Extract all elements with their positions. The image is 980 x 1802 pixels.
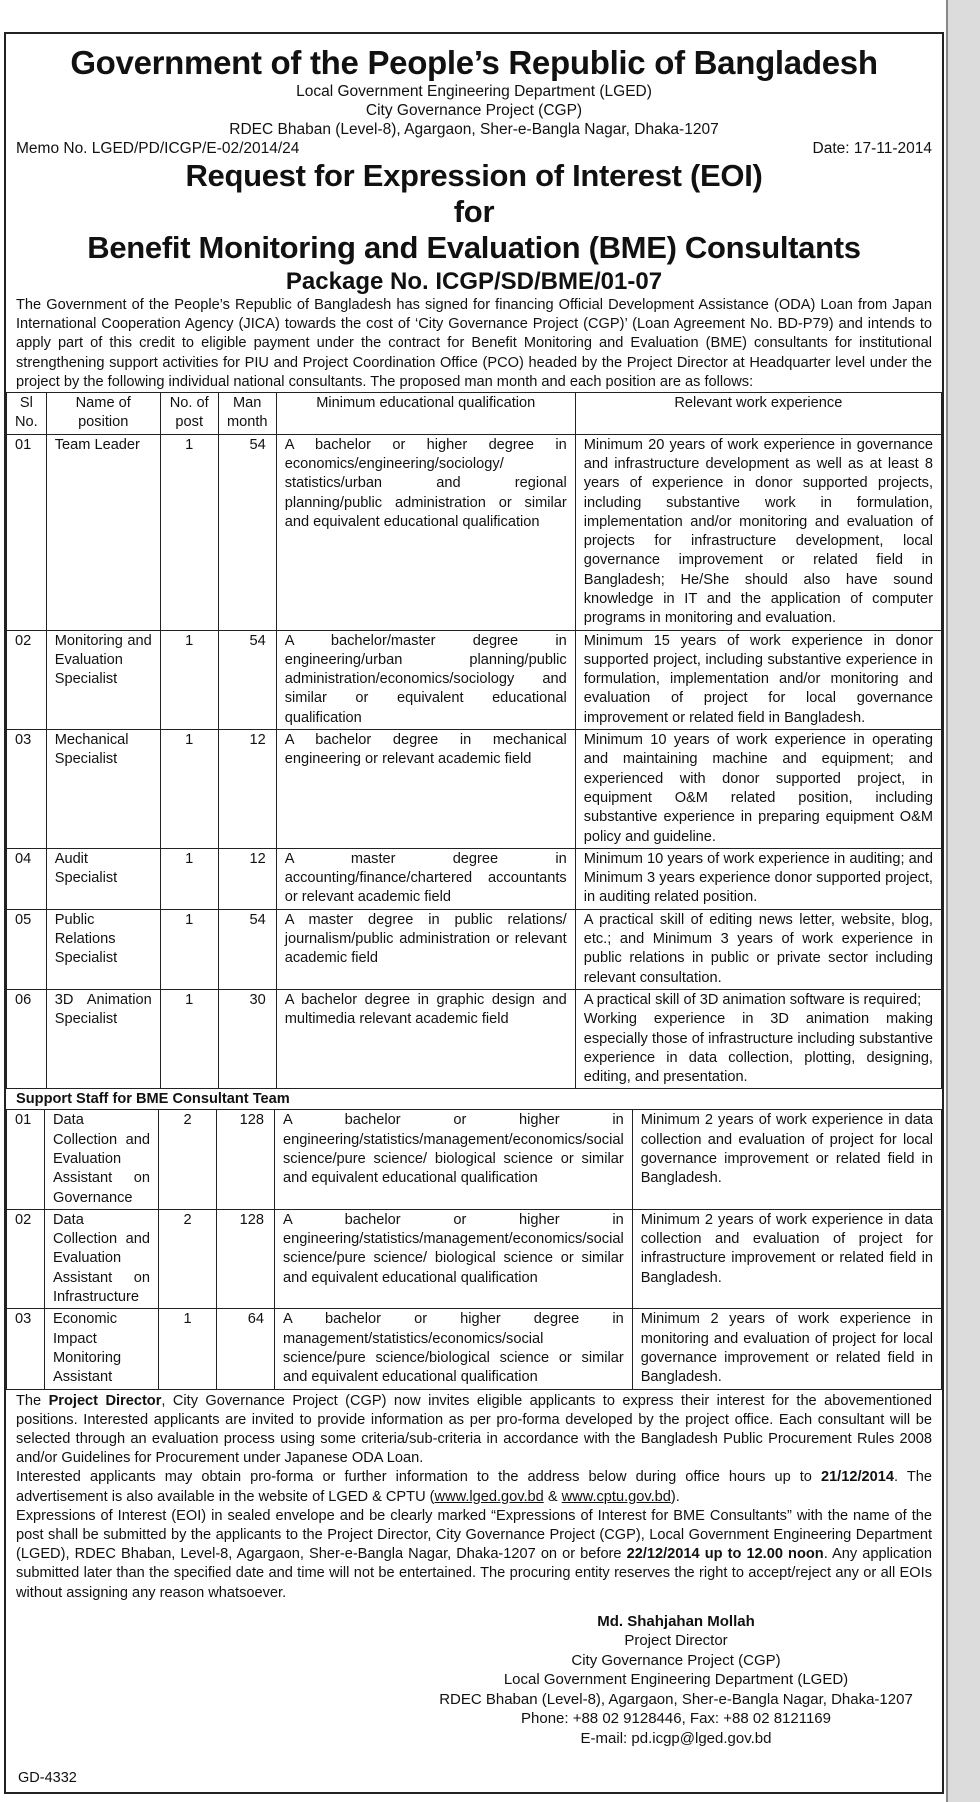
intro-paragraph: The Government of the People’s Republic of Bangladesh has signed for financing Official Development Assistance (ODA) Loan from Japan International Cooperation Agency (JICA) towards the cost of ‘City Governance Project (CGP)’ (Loan Agreement No. BD-P79) and intends to apply part of this credit to eligible payment under the contract for Benefit Monitoring and Evaluation (BME) consultants for institutional strengthening support activities for PIU and Project Coordination Office (PCO) headed by the Project Director at Headquarter level under the project by the following individual national consultants. The proposed man month and each position are as follows: [16,297,932,390]
signatory-phone: Phone: +88 02 9128446, Fax: +88 02 8121169 [521,1710,831,1728]
support-heading: Support Staff for BME Consultant Team [16,1091,290,1108]
education-cell: A bachelor/master degree in engineering/urban planning/public administration/economics/sociology and similar or equivalent educational qualification [276,630,575,729]
sl-cell: 05 [7,909,47,989]
p3-deadline: 22/12/2014 up to 12.00 noon [626,1546,824,1563]
sl-cell: 02 [7,630,47,729]
sl-cell: 02 [7,1209,45,1308]
project-line: City Governance Project (CGP) [365,102,583,119]
p2-date: 21/12/2014 [820,1469,894,1486]
education-cell: A bachelor or higher in engineering/statistics/management/economics/social science/pure science/ biological science or similar and equivalent educational qualification [275,1110,633,1209]
posts-cell: 1 [160,730,218,849]
posts-cell: 2 [159,1209,217,1308]
education-cell: A master degree in accounting/finance/chartered accountants or relevant academic field [276,848,575,909]
page-edge-strip [946,0,980,1802]
signatory-dept: Local Government Engineering Department (LGED) [503,1671,849,1689]
experience-cell: Minimum 10 years of work experience in operating and maintaining machine and equipment; and experienced with donor supported project, in equipment O&M related position, including substantive experience in preparing equipment O&M policy and guideline. [575,730,941,849]
man-month-cell: 54 [218,909,276,989]
position-cell: Public Relations Specialist [46,909,160,989]
position-cell: Economic Impact Monitoring Assistant [45,1309,159,1389]
cptu-link[interactable]: www.cptu.gov.bd [561,1488,671,1505]
table-row [7,1110,942,1209]
p1-bold: Project Director [48,1392,162,1409]
education-cell: A master degree in public relations/ journalism/public administration or relevant academic field [276,909,575,989]
signatory-email: E-mail: pd.icgp@lged.gov.bd [580,1729,772,1747]
p2-amp: & [543,1488,562,1505]
man-month-cell: 128 [217,1209,275,1308]
education-cell: A bachelor or higher in engineering/statistics/management/economics/social science/pure science/ biological science or similar and equivalent educational qualification [275,1209,633,1308]
col-sl: Sl No. [7,393,47,435]
position-cell: Monitoring and Evaluation Specialist [46,630,160,729]
posts-cell: 1 [160,909,218,989]
table-row [7,1309,942,1389]
p1-lead: The [16,1392,49,1409]
table-row [7,434,942,630]
man-month-cell: 54 [218,434,276,630]
experience-cell: Minimum 20 years of work experience in governance and infrastructure development as well as at least 8 years of experience in donor supported projects, including substantive work in formulation, implementation and/or monitoring and evaluation of projects for infrastructure development, local governance improvement or related field in Bangladesh; He/She should also have sound knowledge in IT and the application of computer programs in monitoring and evaluation. [575,434,941,630]
table-row [7,989,942,1088]
header [6,44,942,139]
experience-cell: A practical skill of editing news letter, website, blog, etc.; and Minimum 3 years of work experience in public relations in public or private sector including relevant consultation. [575,909,941,989]
man-month-cell: 128 [217,1110,275,1209]
signatory-address: RDEC Bhaban (Level-8), Agargaon, Sher-e-Bangla Nagar, Dhaka-1207 [439,1690,913,1708]
man-month-cell: 54 [218,630,276,729]
table-row [7,909,942,989]
signatory-designation: Project Director [624,1632,728,1650]
memo-row [6,139,942,158]
gov-title: Government of the People’s Republic of Bangladesh [70,44,878,81]
p3-b: . Any application submitted later than the specified date and time will not be entertained. The procuring entity reserves the right to accept/reject any or all EOIs without assigning any reason whatsoever. [16,1546,932,1601]
col-man-month: Man month [218,393,276,435]
submission-paragraph [6,1507,942,1603]
sl-cell: 04 [7,848,47,909]
positions-table [6,392,942,1089]
posts-cell: 1 [159,1309,217,1389]
address-line: RDEC Bhaban (Level-8), Agargaon, Sher-e-Bangla Nagar, Dhaka-1207 [229,121,719,138]
p2-end: ). [670,1488,680,1505]
education-cell: A bachelor degree in mechanical engineering or relevant academic field [276,730,575,849]
man-month-cell: 30 [218,989,276,1088]
posts-cell: 1 [160,630,218,729]
table-row [7,630,942,729]
experience-cell: Minimum 15 years of work experience in donor supported project, including substantive experience in formulation, implementation and/or monitoring and evaluation of project for local governance improvement or related field in Bangladesh. [575,630,941,729]
p3-a: Expressions of Interest (EOI) in sealed envelope and be clearly marked “Expressions of Interest for BME Consultants” with the name of the post shall be submitted by the applicants to the Project Director, City Governance Project (CGP), Local Government Engineering Department (LGED), RDEC Bhaban, Level-8, Agargaon, Sher-e-Bangla Nagar, Dhaka-1207 on or before [16,1507,932,1563]
title-line-2: for [453,194,495,229]
sl-cell: 01 [7,1110,45,1209]
position-cell: Data Collection and Evaluation Assistant on Infrastructure [45,1209,159,1308]
table-row [7,848,942,909]
dept-line: Local Government Engineering Department (LGED) [296,83,652,100]
posts-cell: 1 [160,434,218,630]
table-row [7,730,942,849]
posts-cell: 1 [160,989,218,1088]
title-line-3: Benefit Monitoring and Evaluation (BME) Consultants [87,230,861,265]
position-cell: Audit Specialist [46,848,160,909]
position-cell: Data Collection and Evaluation Assistant on Governance [45,1110,159,1209]
col-position: Name of position [46,393,160,435]
p2-a: Interested applicants may obtain pro-forma or further information to the address below during office hours up to [16,1469,821,1486]
information-paragraph [6,1468,942,1506]
invitation-paragraph [6,1392,942,1469]
memo-date: Date: 17-11-2014 [812,140,932,157]
education-cell: A bachelor degree in graphic design and multimedia relevant academic field [276,989,575,1088]
education-cell: A bachelor or higher degree in economics/engineering/sociology/ statistics/urban and regional planning/public administration or similar and equivalent educational qualification [276,434,575,630]
experience-cell: A practical skill of 3D animation software is required; Working experience in 3D animation making especially those of infrastructure including substantive experience in data collection, plotting, designing, editing, and presentation. [575,989,941,1088]
notice-title [6,158,942,296]
signature-block [426,1612,926,1749]
man-month-cell: 12 [218,730,276,849]
sl-cell: 06 [7,989,47,1088]
man-month-cell: 64 [217,1309,275,1389]
sl-cell: 03 [7,730,47,849]
eoi-notice [4,32,944,1794]
p2-b: . The advertisement is also available in the website of LGED & CPTU ( [16,1469,932,1505]
signatory-name: Md. Shahjahan Mollah [597,1612,755,1630]
position-cell: 3D Animation Specialist [46,989,160,1088]
education-cell: A bachelor or higher degree in management/statistics/economics/social science/pure science/biological science or similar and equivalent educational qualification [275,1309,633,1389]
table-header-row [7,393,942,435]
experience-cell: Minimum 2 years of work experience in monitoring and evaluation of project for local governance improvement or related field in Bangladesh. [632,1309,941,1389]
memo-number: Memo No. LGED/PD/ICGP/E-02/2014/24 [16,140,300,157]
position-cell: Team Leader [46,434,160,630]
col-education: Minimum educational qualification [276,393,575,435]
signatory-project: City Governance Project (CGP) [571,1651,781,1669]
position-cell: Mechanical Specialist [46,730,160,849]
gd-code: GD-4332 [18,1770,77,1786]
sl-cell: 03 [7,1309,45,1389]
man-month-cell: 12 [218,848,276,909]
support-table [6,1109,942,1389]
experience-cell: Minimum 2 years of work experience in data collection and evaluation of project for infrastructure improvement or related field in Bangladesh. [632,1209,941,1308]
lged-link[interactable]: www.lged.gov.bd [434,1488,544,1505]
package-number: Package No. ICGP/SD/BME/01-07 [285,268,663,295]
table-row [7,1209,942,1308]
experience-cell: Minimum 2 years of work experience in data collection and evaluation of project for local governance improvement or related field in Bangladesh. [632,1110,941,1209]
posts-cell: 2 [159,1110,217,1209]
experience-cell: Minimum 10 years of work experience in auditing; and Minimum 3 years experience donor supported project, in auditing related position. [575,848,941,909]
col-experience: Relevant work experience [575,393,941,435]
sl-cell: 01 [7,434,47,630]
posts-cell: 1 [160,848,218,909]
p1-rest: , City Governance Project (CGP) now invites eligible applicants to express their interest for the abovementioned positions. Interested applicants are invited to provide information as per pro-forma developed by the project office. Each consultant will be selected through an evaluation process using some criteria/sub-criteria in accordance with the Bangladesh Public Procurement Rules 2008 and/or Guidelines for Procurement under Japanese ODA Loan. [16,1392,932,1467]
col-posts: No. of post [160,393,218,435]
title-line-1: Request for Expression of Interest (EOI) [185,158,763,193]
